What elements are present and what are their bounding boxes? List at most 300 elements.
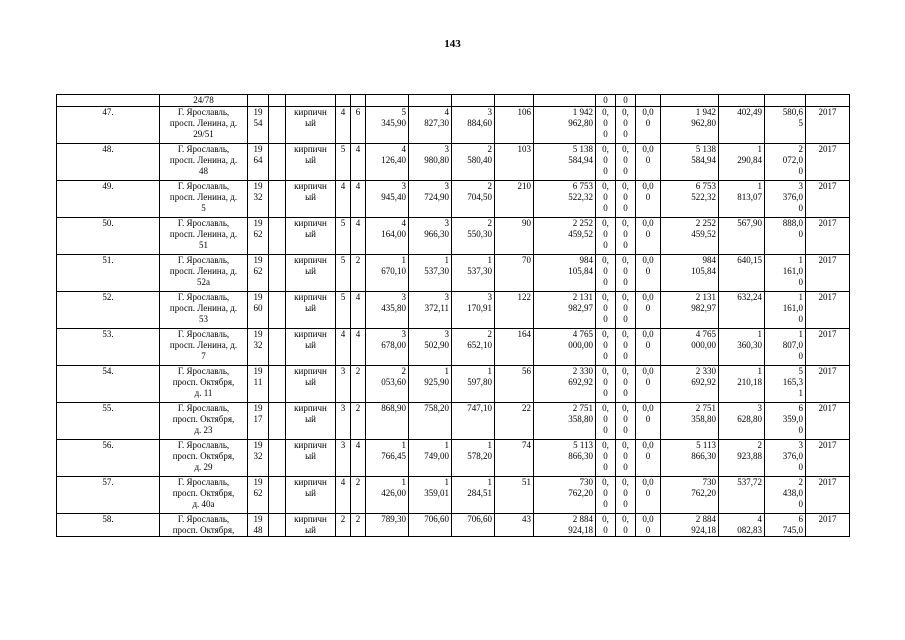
cell-line: 0, bbox=[622, 366, 629, 376]
cell-line: 0 bbox=[603, 277, 608, 287]
cell-line: 0 bbox=[645, 340, 651, 350]
cell-line: 3 bbox=[444, 144, 449, 154]
cell-line: 704,50 bbox=[467, 192, 492, 202]
empty-cell bbox=[269, 514, 286, 537]
build-year-cell bbox=[248, 144, 269, 181]
cell-line: 51 bbox=[199, 240, 208, 250]
cell-line: 866,30 bbox=[568, 451, 593, 461]
row-number-cell: 56. bbox=[57, 440, 160, 477]
cell-line: 745,0 bbox=[782, 525, 803, 535]
cell-line: 358,80 bbox=[691, 414, 716, 424]
address-cell bbox=[160, 366, 248, 403]
total-area-cell bbox=[366, 514, 409, 537]
cell-line: 0 bbox=[623, 303, 628, 313]
cell-line: 0,0 bbox=[642, 440, 654, 450]
cell-line: кирпичн bbox=[294, 403, 327, 413]
cell-line: 0, bbox=[602, 514, 609, 524]
total-area-cell bbox=[366, 255, 409, 292]
cell-line: д. 23 bbox=[194, 425, 213, 435]
cell-line: 105,84 bbox=[691, 266, 716, 276]
cell-line: кирпичн bbox=[294, 292, 327, 302]
cell-line: 0 bbox=[623, 499, 628, 509]
zero-cell bbox=[636, 403, 661, 440]
residential-area-cell bbox=[452, 329, 495, 366]
plan-year-cell: 2017 bbox=[806, 144, 850, 181]
cell-line: 0, bbox=[622, 255, 629, 265]
cell-line: 0 bbox=[645, 118, 651, 128]
cell-line: 0 bbox=[623, 129, 628, 139]
cell-line: ый bbox=[305, 488, 316, 498]
cost-cell bbox=[534, 366, 596, 403]
cell-line: 5 bbox=[201, 203, 206, 213]
cell-line: 3 bbox=[487, 107, 492, 117]
limit-cost-cell bbox=[765, 181, 806, 218]
cell-line: Г. Ярославль, bbox=[177, 255, 230, 265]
cell-line: 4 765 bbox=[572, 329, 593, 339]
empty-cell bbox=[269, 440, 286, 477]
cell-line: 706,60 bbox=[467, 514, 492, 524]
cell-line: 2 bbox=[798, 477, 803, 487]
cell-line: д. 11 bbox=[194, 388, 213, 398]
cell-line: 3 bbox=[444, 329, 449, 339]
cell-line: 6 bbox=[798, 514, 803, 524]
cell-line: 0 bbox=[645, 229, 651, 239]
cell-line: 0 bbox=[603, 229, 608, 239]
residential-area-cell bbox=[452, 218, 495, 255]
zero-cell bbox=[596, 107, 616, 144]
row-number-cell: 52. bbox=[57, 292, 160, 329]
residential-area-cell bbox=[452, 366, 495, 403]
floors-cell: 5 bbox=[336, 144, 351, 181]
cell-line: 60 bbox=[253, 303, 263, 313]
residential-area-cell bbox=[452, 477, 495, 514]
cell-line: 0, bbox=[602, 255, 609, 265]
sum-cell bbox=[661, 144, 719, 181]
cell-line: 2 252 bbox=[695, 218, 716, 228]
zero-cell bbox=[616, 181, 636, 218]
floors-cell: 4 bbox=[336, 107, 351, 144]
cell-line: 692,92 bbox=[691, 377, 716, 387]
cell-line: 0, bbox=[602, 403, 609, 413]
residents-cell: 51 bbox=[495, 477, 534, 514]
limit-cost-cell bbox=[765, 403, 806, 440]
cell-line: 19 bbox=[253, 292, 263, 302]
limit-cost-cell bbox=[765, 366, 806, 403]
unit-cost-cell bbox=[719, 144, 765, 181]
cell-line: 580,6 bbox=[782, 107, 803, 117]
cell-line: ый bbox=[305, 266, 316, 276]
residential-area-cell bbox=[452, 144, 495, 181]
cell-line: 210,18 bbox=[737, 377, 762, 387]
cell-line: д. 29 bbox=[194, 462, 213, 472]
cell-line: ый bbox=[305, 229, 316, 239]
cell-line: кирпичн bbox=[294, 329, 327, 339]
cell-line: 522,32 bbox=[568, 192, 593, 202]
material-cell bbox=[286, 144, 336, 181]
total-area-cell bbox=[366, 292, 409, 329]
cell-line: 0 bbox=[645, 155, 651, 165]
build-year-cell bbox=[248, 107, 269, 144]
zero-cell bbox=[596, 440, 616, 477]
cell-line: 2 bbox=[798, 144, 803, 154]
cell-line: 2 131 bbox=[572, 292, 593, 302]
cell-line: 1 942 bbox=[572, 107, 593, 117]
zero-cell bbox=[616, 292, 636, 329]
cell-line: 807,0 bbox=[782, 340, 803, 350]
table-row bbox=[57, 292, 850, 329]
zero-cell bbox=[636, 181, 661, 218]
zero-cell bbox=[616, 107, 636, 144]
cell-line: 0 bbox=[603, 462, 608, 472]
entrances-cell: 4 bbox=[351, 218, 366, 255]
residents-cell: 210 bbox=[495, 181, 534, 218]
empty-cell bbox=[269, 329, 286, 366]
cell-line: 072,0 bbox=[782, 155, 803, 165]
living-area-cell bbox=[409, 218, 452, 255]
cell-line: 0 bbox=[645, 266, 651, 276]
cell-line: 19 bbox=[253, 366, 263, 376]
floors-cell: 4 bbox=[336, 181, 351, 218]
cell-line: 0 bbox=[603, 425, 608, 435]
cost-cell bbox=[534, 329, 596, 366]
zero-cell bbox=[596, 218, 616, 255]
zero-cell bbox=[636, 107, 661, 144]
sum-cell bbox=[661, 514, 719, 537]
cell-line: 1 bbox=[444, 440, 449, 450]
cell-line: 000,00 bbox=[691, 340, 716, 350]
sum-cell bbox=[661, 366, 719, 403]
cell-line: 0,0 bbox=[642, 107, 654, 117]
cell-line: 1 bbox=[757, 329, 762, 339]
cell-line: 5 bbox=[798, 366, 803, 376]
cell-line: кирпичн bbox=[294, 218, 327, 228]
build-year-cell bbox=[248, 255, 269, 292]
cost-cell bbox=[534, 403, 596, 440]
cell-line: 6 bbox=[798, 403, 803, 413]
cell-line: 2 884 bbox=[572, 514, 593, 524]
living-area-cell bbox=[409, 144, 452, 181]
cell-line: 924,18 bbox=[691, 525, 716, 535]
sum-cell bbox=[661, 403, 719, 440]
residents-cell: 43 bbox=[495, 514, 534, 537]
limit-cost-cell bbox=[765, 440, 806, 477]
zero-cell: 0 bbox=[596, 95, 616, 107]
cell-line: 3 bbox=[798, 440, 803, 450]
cell-line: 1 bbox=[444, 477, 449, 487]
build-year-cell bbox=[248, 477, 269, 514]
build-year-cell bbox=[248, 366, 269, 403]
cell-line: 0,0 bbox=[642, 366, 654, 376]
cell-line: 4 bbox=[757, 514, 762, 524]
cell-line: 0,0 bbox=[642, 403, 654, 413]
address-cell bbox=[160, 255, 248, 292]
cell-line: 0,0 bbox=[642, 144, 654, 154]
cell-line: Г. Ярославль, bbox=[177, 107, 230, 117]
zero-cell: 0 bbox=[616, 95, 636, 107]
entrances-cell: 2 bbox=[351, 366, 366, 403]
address-cell: 24/78 bbox=[160, 95, 248, 107]
material-cell bbox=[286, 255, 336, 292]
cell-line: 0 bbox=[603, 377, 608, 387]
cell-line: 982,97 bbox=[691, 303, 716, 313]
cell-line: 866,30 bbox=[691, 451, 716, 461]
cell-line: 522,32 bbox=[691, 192, 716, 202]
cell-line: 0 bbox=[603, 155, 608, 165]
entrances-cell: 2 bbox=[351, 477, 366, 514]
cell-line: 0,0 bbox=[642, 477, 654, 487]
cell-line: 2 bbox=[487, 218, 492, 228]
cost-cell bbox=[534, 440, 596, 477]
plan-year-cell: 2017 bbox=[806, 181, 850, 218]
entrances-cell: 4 bbox=[351, 292, 366, 329]
limit-cost-cell bbox=[765, 218, 806, 255]
cell-line: 29/51 bbox=[193, 129, 214, 139]
cell-line: 2 bbox=[757, 440, 762, 450]
cell-line: 0 bbox=[798, 499, 803, 509]
empty-cell bbox=[269, 144, 286, 181]
cell-line: 0 bbox=[603, 314, 608, 324]
cost-cell bbox=[534, 292, 596, 329]
cell-line: 19 bbox=[253, 440, 263, 450]
cell-line: 747,10 bbox=[467, 403, 492, 413]
zero-cell bbox=[616, 255, 636, 292]
cell-line: 19 bbox=[253, 181, 263, 191]
cell-line: ый bbox=[305, 118, 316, 128]
cell-line: ый bbox=[305, 155, 316, 165]
cell-line: ый bbox=[305, 192, 316, 202]
cell-line: ый bbox=[305, 414, 316, 424]
entrances-cell: 2 bbox=[351, 255, 366, 292]
unit-cost-cell bbox=[719, 366, 765, 403]
cell-line: 5 138 bbox=[695, 144, 716, 154]
cost-cell bbox=[534, 255, 596, 292]
zero-cell bbox=[616, 477, 636, 514]
cell-line: 459,52 bbox=[691, 229, 716, 239]
cell-line: 438,0 bbox=[782, 488, 803, 498]
cell-line: 0 bbox=[603, 129, 608, 139]
cell-line: 537,30 bbox=[467, 266, 492, 276]
cell-line: 0 bbox=[798, 229, 803, 239]
cell-line: 640,15 bbox=[737, 255, 762, 265]
sum-cell bbox=[661, 477, 719, 514]
cell-line: 1 bbox=[798, 292, 803, 302]
page-number: 143 bbox=[444, 38, 461, 50]
cell-line: 0 bbox=[798, 203, 803, 213]
cell-line: 7 bbox=[201, 351, 206, 361]
cell-line: 11 bbox=[253, 377, 263, 387]
zero-cell bbox=[636, 292, 661, 329]
material-cell bbox=[286, 477, 336, 514]
material-cell bbox=[286, 181, 336, 218]
cell-line: 0,0 bbox=[642, 292, 654, 302]
material-cell bbox=[286, 218, 336, 255]
cell-line: 360,30 bbox=[737, 340, 762, 350]
cell-line: 0 bbox=[603, 266, 608, 276]
cell-line: 435,80 bbox=[381, 303, 406, 313]
cell-line: ый bbox=[305, 451, 316, 461]
cell-line: 54 bbox=[253, 118, 263, 128]
row-number-cell: 55. bbox=[57, 403, 160, 440]
limit-cost-cell bbox=[765, 144, 806, 181]
address-cell bbox=[160, 329, 248, 366]
cell-line: 925,90 bbox=[424, 377, 449, 387]
cell-line: Г. Ярославль, bbox=[177, 514, 230, 524]
cell-line: 0 bbox=[603, 192, 608, 202]
cell-line: 884,60 bbox=[467, 118, 492, 128]
cell-line: 2 330 bbox=[695, 366, 716, 376]
cell-line: просп. Октября, bbox=[172, 525, 235, 535]
unit-cost-cell bbox=[719, 514, 765, 537]
material-cell bbox=[286, 292, 336, 329]
cell-line: 0, bbox=[602, 218, 609, 228]
cell-line: 0 bbox=[645, 488, 651, 498]
cell-line: 984 bbox=[579, 255, 593, 265]
cell-line: 0 bbox=[623, 340, 628, 350]
cell-line: 0 bbox=[798, 314, 803, 324]
table-row bbox=[57, 144, 850, 181]
sum-cell bbox=[661, 218, 719, 255]
cell-line: 1 bbox=[401, 255, 406, 265]
cell-line: 789,30 bbox=[381, 514, 406, 524]
cell-line: 692,92 bbox=[568, 377, 593, 387]
cell-line: 2 252 bbox=[572, 218, 593, 228]
cell-line: 962,80 bbox=[568, 118, 593, 128]
build-year-cell bbox=[248, 440, 269, 477]
total-area-cell bbox=[366, 329, 409, 366]
cell-line: 502,90 bbox=[424, 340, 449, 350]
cell-line: кирпичн bbox=[294, 255, 327, 265]
cell-line: 3 bbox=[757, 403, 762, 413]
cell-line: ый bbox=[305, 340, 316, 350]
cell-line: 0 bbox=[623, 203, 628, 213]
cell-line: 19 bbox=[253, 477, 263, 487]
table-row bbox=[57, 440, 850, 477]
zero-cell bbox=[596, 292, 616, 329]
zero-cell bbox=[636, 514, 661, 537]
cell-line: 0 bbox=[603, 499, 608, 509]
address-cell bbox=[160, 292, 248, 329]
cell-line: 0 bbox=[798, 462, 803, 472]
cell-line: 652,10 bbox=[467, 340, 492, 350]
cell-line: 1 bbox=[757, 366, 762, 376]
plan-year-cell: 2017 bbox=[806, 440, 850, 477]
cell-line: 678,00 bbox=[381, 340, 406, 350]
residential-area-cell bbox=[452, 107, 495, 144]
cell-line: 0, bbox=[622, 218, 629, 228]
cell-line: 0, bbox=[602, 107, 609, 117]
cell-line: 4 765 bbox=[695, 329, 716, 339]
unit-cost-cell bbox=[719, 181, 765, 218]
zero-cell bbox=[596, 144, 616, 181]
cell-line: 0, bbox=[622, 329, 629, 339]
cell-line: 0 bbox=[603, 525, 608, 535]
cell-line: 0 bbox=[603, 388, 608, 398]
cell-line: 359,01 bbox=[424, 488, 449, 498]
cell-line: 53 bbox=[199, 314, 208, 324]
cell-line: Г. Ярославль, bbox=[177, 403, 230, 413]
cell-line: 1 bbox=[798, 388, 803, 398]
zero-cell bbox=[616, 514, 636, 537]
zero-cell bbox=[636, 440, 661, 477]
zero-cell bbox=[636, 218, 661, 255]
cell-line: 827,30 bbox=[424, 118, 449, 128]
cell-line: 762,20 bbox=[691, 488, 716, 498]
cell-line: 4 bbox=[401, 218, 406, 228]
zero-cell bbox=[616, 366, 636, 403]
zero-cell bbox=[636, 144, 661, 181]
total-area-cell bbox=[366, 181, 409, 218]
limit-cost-cell bbox=[765, 514, 806, 537]
material-cell bbox=[286, 403, 336, 440]
cell-line: 0 bbox=[798, 277, 803, 287]
empty-cell bbox=[269, 255, 286, 292]
cell-line: 0 bbox=[623, 414, 628, 424]
cell-line: 3 bbox=[798, 181, 803, 191]
zero-cell bbox=[616, 403, 636, 440]
cell-line: 550,30 bbox=[467, 229, 492, 239]
cell-line: Г. Ярославль, bbox=[177, 440, 230, 450]
cell-line: 0, bbox=[602, 181, 609, 191]
residents-cell: 70 bbox=[495, 255, 534, 292]
table-row bbox=[57, 107, 850, 144]
empty-cell bbox=[269, 292, 286, 329]
cell-line: 48 bbox=[253, 525, 263, 535]
cell-line: 670,10 bbox=[381, 266, 406, 276]
plan-year-cell: 2017 bbox=[806, 366, 850, 403]
cell-line: 4 bbox=[401, 144, 406, 154]
entrances-cell: 4 bbox=[351, 181, 366, 218]
cell-line: 5 138 bbox=[572, 144, 593, 154]
build-year-cell bbox=[248, 181, 269, 218]
cell-line: 0 bbox=[623, 425, 628, 435]
cell-line: 5 bbox=[798, 118, 803, 128]
residents-cell: 106 bbox=[495, 107, 534, 144]
zero-cell bbox=[596, 514, 616, 537]
zero-cell bbox=[596, 255, 616, 292]
cell-line: 0, bbox=[622, 292, 629, 302]
cell-line: 48 bbox=[199, 166, 208, 176]
cell-line: 0 bbox=[645, 525, 651, 535]
cell-line: 0, bbox=[602, 144, 609, 154]
cell-line: 5 113 bbox=[696, 440, 716, 450]
unit-cost-cell bbox=[719, 440, 765, 477]
empty-cell bbox=[269, 366, 286, 403]
cell-line: Г. Ярославль, bbox=[177, 144, 230, 154]
sum-cell bbox=[661, 292, 719, 329]
cell-line: 584,94 bbox=[691, 155, 716, 165]
cell-line: 4 bbox=[444, 107, 449, 117]
cell-line: 2 bbox=[487, 144, 492, 154]
cell-line: 0, bbox=[602, 292, 609, 302]
address-cell bbox=[160, 514, 248, 537]
cell-line: 19 bbox=[253, 329, 263, 339]
address-cell bbox=[160, 107, 248, 144]
cell-line: 1 bbox=[487, 366, 492, 376]
cell-line: Г. Ярославль, bbox=[177, 218, 230, 228]
address-cell bbox=[160, 144, 248, 181]
cell-line: 0 bbox=[623, 388, 628, 398]
residents-cell: 122 bbox=[495, 292, 534, 329]
cell-line: 0 bbox=[623, 166, 628, 176]
cell-line: кирпичн bbox=[294, 514, 327, 524]
cell-line: 62 bbox=[253, 229, 263, 239]
build-year-cell bbox=[248, 514, 269, 537]
cell-line: 982,97 bbox=[568, 303, 593, 313]
row-number-cell: 54. bbox=[57, 366, 160, 403]
residents-cell: 56 bbox=[495, 366, 534, 403]
row-number-cell: 50. bbox=[57, 218, 160, 255]
cell-line: 0, bbox=[622, 181, 629, 191]
